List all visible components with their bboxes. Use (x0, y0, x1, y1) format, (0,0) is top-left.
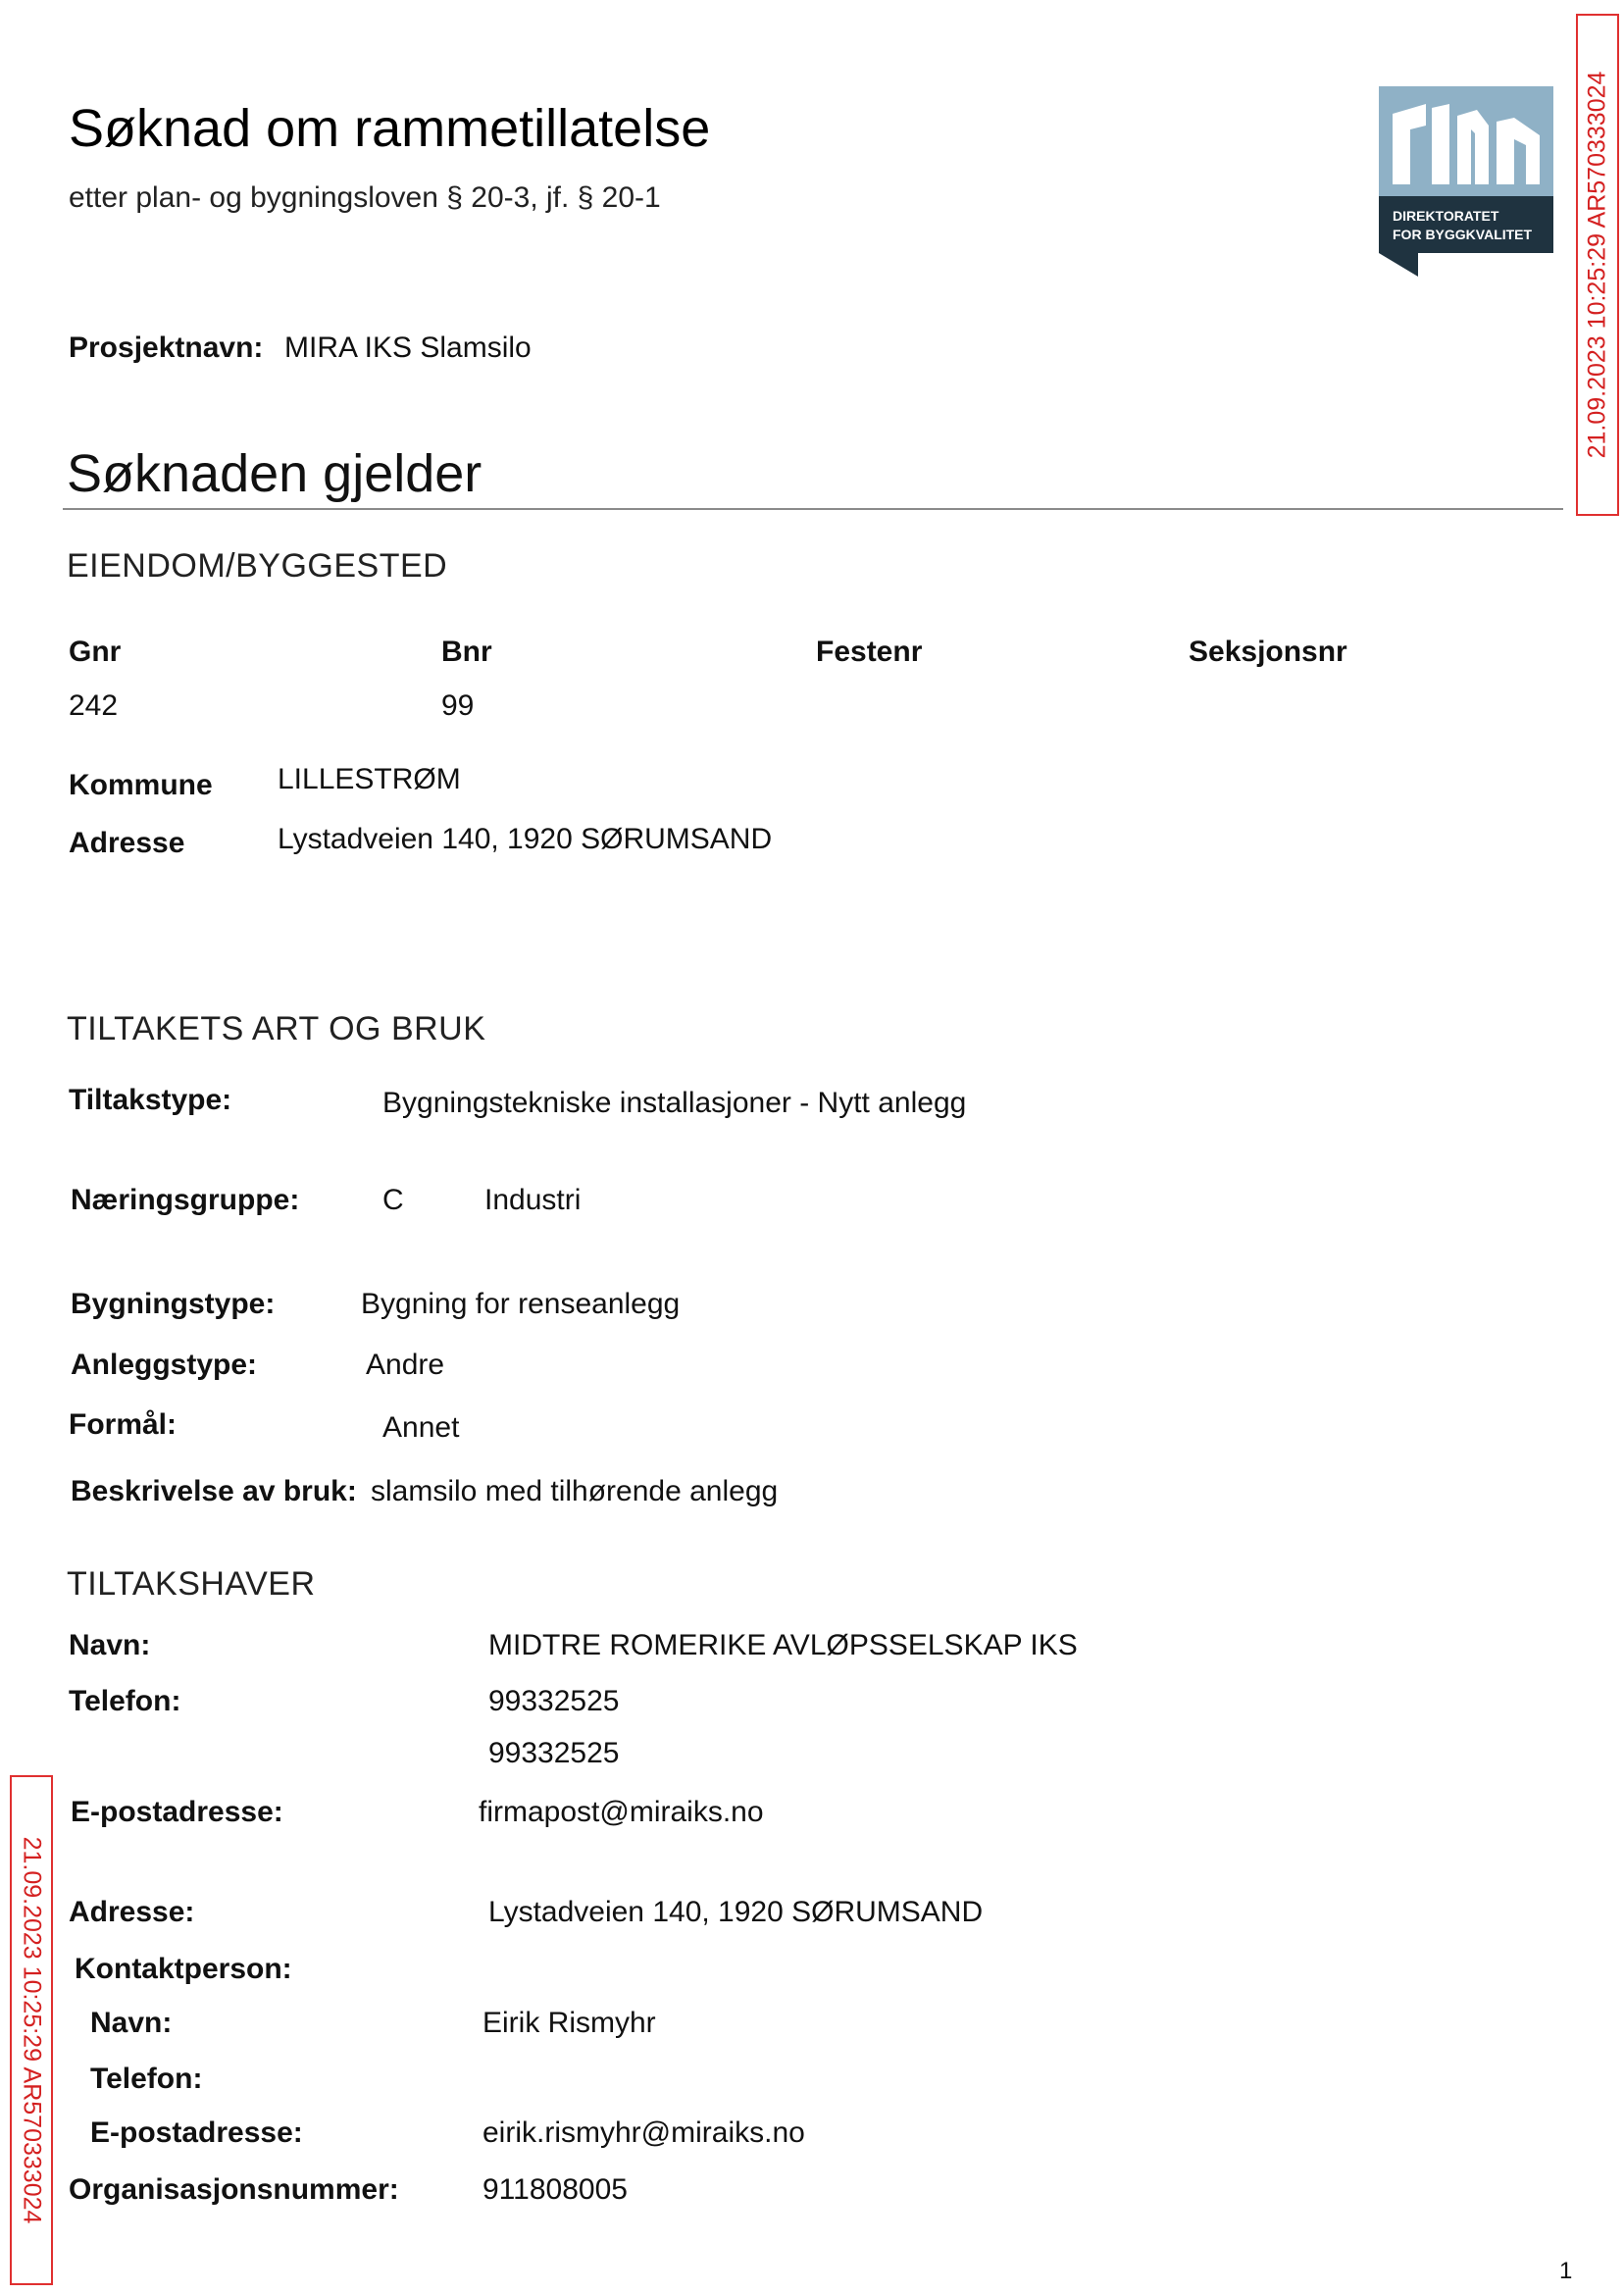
formal-label: Formål: (69, 1408, 178, 1441)
tiltakshaver-email-value: firmapost@miraiks.no (479, 1796, 764, 1828)
tiltakshaver-phone-label: Telefon: (69, 1685, 181, 1717)
contact-email-label: E-postadresse: (90, 2116, 303, 2149)
naeringsgruppe-code: C (382, 1184, 404, 1216)
contact-name-value: Eirik Rismyhr (482, 2007, 656, 2039)
document-subtitle: etter plan- og bygningsloven § 20-3, jf. § 20-1 (69, 181, 661, 214)
tiltak-heading: TILTAKETS ART OG BRUK (67, 1010, 486, 1047)
beskrivelse-value: slamsilo med tilhørende anlegg (371, 1475, 779, 1507)
bygningstype-label: Bygningstype: (71, 1288, 276, 1320)
orgnr-value: 911808005 (482, 2173, 628, 2206)
section-title: Søknaden gjelder (67, 444, 482, 503)
page-number: 1 (1559, 2258, 1573, 2284)
beskrivelse-label: Beskrivelse av bruk: (71, 1475, 357, 1507)
contact-name-label: Navn: (90, 2007, 173, 2039)
contact-email-value: eirik.rismyhr@miraiks.no (482, 2116, 805, 2149)
tiltakshaver-name-label: Navn: (69, 1629, 151, 1661)
orgnr-label: Organisasjonsnummer: (69, 2173, 399, 2206)
contact-person-label: Kontaktperson: (75, 1953, 292, 1985)
dibk-logo (1379, 86, 1553, 277)
tiltakshaver-name-value: MIDTRE ROMERIKE AVLØPSSELSKAP IKS (488, 1629, 1078, 1661)
contact-phone-label: Telefon: (90, 2063, 203, 2095)
section-divider (63, 508, 1563, 510)
anleggstype-value: Andre (366, 1349, 445, 1381)
anleggstype-label: Anleggstype: (71, 1349, 258, 1381)
tiltakshaver-address-label: Adresse: (69, 1896, 195, 1928)
bnr-label: Bnr (441, 636, 492, 668)
project-name-label: Prosjektnavn: (69, 331, 264, 364)
property-heading: EIENDOM/BYGGESTED (67, 547, 448, 585)
tiltakshaver-email-label: E-postadresse: (71, 1796, 283, 1828)
gnr-value: 242 (69, 689, 119, 722)
naeringsgruppe-label: Næringsgruppe: (71, 1184, 300, 1216)
tiltakstype-label: Tiltakstype: (69, 1084, 232, 1116)
tiltakstype-value: Bygningstekniske installasjoner - Nytt anlegg (382, 1087, 967, 1119)
tiltakshaver-address-value: Lystadveien 140, 1920 SØRUMSAND (488, 1896, 984, 1928)
date-stamp-bottom-text: 21.09.2023 10:25:29 AR570333024 (18, 1836, 46, 2224)
tiltakshaver-heading: TILTAKSHAVER (67, 1565, 316, 1603)
seksjonsnr-label: Seksjonsnr (1189, 636, 1347, 668)
festenr-label: Festenr (816, 636, 923, 668)
date-stamp-top (1576, 14, 1619, 516)
gnr-label: Gnr (69, 636, 122, 668)
property-address-label: Adresse (69, 827, 185, 859)
project-name-value: MIRA IKS Slamsilo (284, 331, 532, 364)
naeringsgruppe-value: Industri (484, 1184, 582, 1216)
logo-text-line1: DIREKTORATET (1393, 208, 1499, 224)
document-title: Søknad om rammetillatelse (69, 99, 711, 158)
bnr-value: 99 (441, 689, 475, 722)
tiltakshaver-phone-value-2: 99332525 (488, 1737, 620, 1769)
date-stamp-top-text: 21.09.2023 10:25:29 AR570333024 (1583, 71, 1611, 459)
bygningstype-value: Bygning for renseanlegg (361, 1288, 681, 1320)
formal-value: Annet (382, 1411, 460, 1444)
tiltakshaver-phone-value: 99332525 (488, 1685, 620, 1717)
kommune-value: LILLESTRØM (278, 763, 461, 795)
kommune-label: Kommune (69, 769, 213, 801)
property-address-value: Lystadveien 140, 1920 SØRUMSAND (278, 823, 773, 855)
date-stamp-bottom (10, 1775, 53, 2285)
logo-text-line2: FOR BYGGKVALITET (1393, 227, 1533, 242)
